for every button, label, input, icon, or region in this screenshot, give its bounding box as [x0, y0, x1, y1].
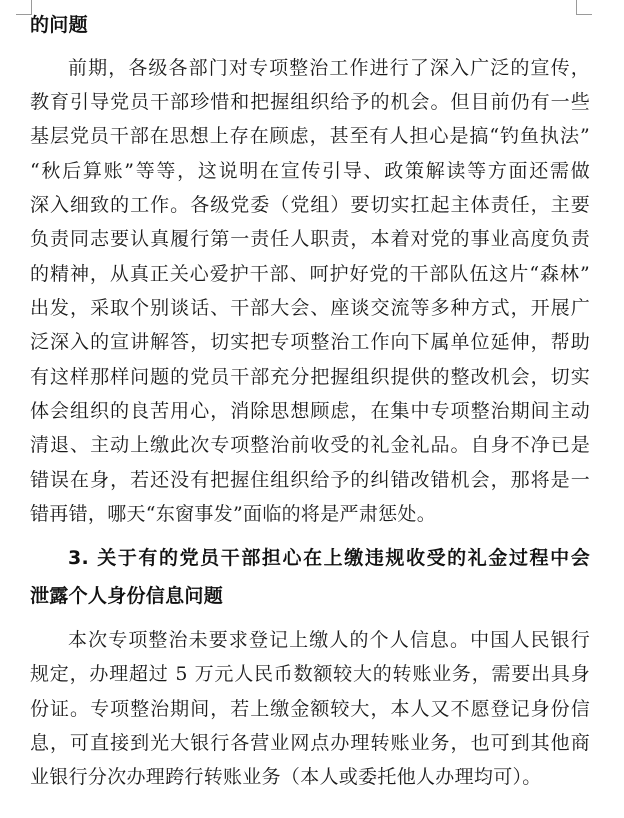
- paragraph-line: 有这样那样问题的党员干部充分把握组织提供的整改机会，切实: [30, 366, 590, 388]
- section-heading-3-continued: 泄露个人身份信息问题: [30, 585, 224, 607]
- paragraph-line: 本次专项整治未要求登记上缴人的个人信息。中国人民银行: [68, 629, 590, 651]
- paragraph-line: 出发，采取个别谈话、干部大会、座谈交流等多种方式，开展广: [30, 297, 590, 319]
- section-heading-continued: 的问题: [30, 14, 88, 36]
- paragraph-line: 体会组织的良苦用心，消除思想顾虑，在集中专项整治期间主动: [30, 400, 590, 422]
- paragraph-line: 错再错，哪天“东窗事发”面临的将是严肃惩处。: [30, 503, 437, 525]
- paragraph-line: 清退、主动上缴此次专项整治前收受的礼金礼品。自身不净已是: [30, 434, 590, 456]
- paragraph-line: 业银行分次办理跨行转账业务（本人或委托他人办理均可）。: [30, 766, 542, 788]
- paragraph-line: 深入细致的工作。各级党委（党组）要切实扛起主体责任，主要: [30, 194, 590, 216]
- paragraph-line: 泛深入的宣讲解答，切实把专项整治工作向下属单位延伸，帮助: [30, 331, 590, 353]
- paragraph-line: 份证。专项整治期间，若上缴金额较大，本人又不愿登记身份信: [30, 698, 590, 720]
- paragraph-line: 负责同志要认真履行第一责任人职责，本着对党的事业高度负责: [30, 228, 590, 250]
- paragraph-line: 的精神，从真正关心爱护干部、呵护好党的干部队伍这片“森林”: [30, 263, 590, 285]
- section-heading-3: 3. 关于有的党员干部担心在上缴违规收受的礼金过程中会: [68, 547, 590, 569]
- paragraph-line: “秋后算账”等等，这说明在宣传引导、政策解读等方面还需做: [30, 160, 590, 182]
- paragraph-line: 前期，各级各部门对专项整治工作进行了深入广泛的宣传，: [68, 57, 590, 79]
- paragraph-line: 教育引导党员干部珍惜和把握组织给予的机会。但目前仍有一些: [30, 91, 590, 113]
- paragraph-line: 息，可直接到光大银行各营业网点办理转账业务，也可到其他商: [30, 732, 590, 754]
- paragraph-line: 错误在身，若还没有把握住组织给予的纠错改错机会，那将是一: [30, 469, 590, 491]
- paragraph-line: 规定，办理超过 5 万元人民币数额较大的转账业务，需要出具身: [30, 663, 590, 685]
- paragraph-line: 基层党员干部在思想上存在顾虑，甚至有人担心是搞“钓鱼执法”: [30, 125, 590, 147]
